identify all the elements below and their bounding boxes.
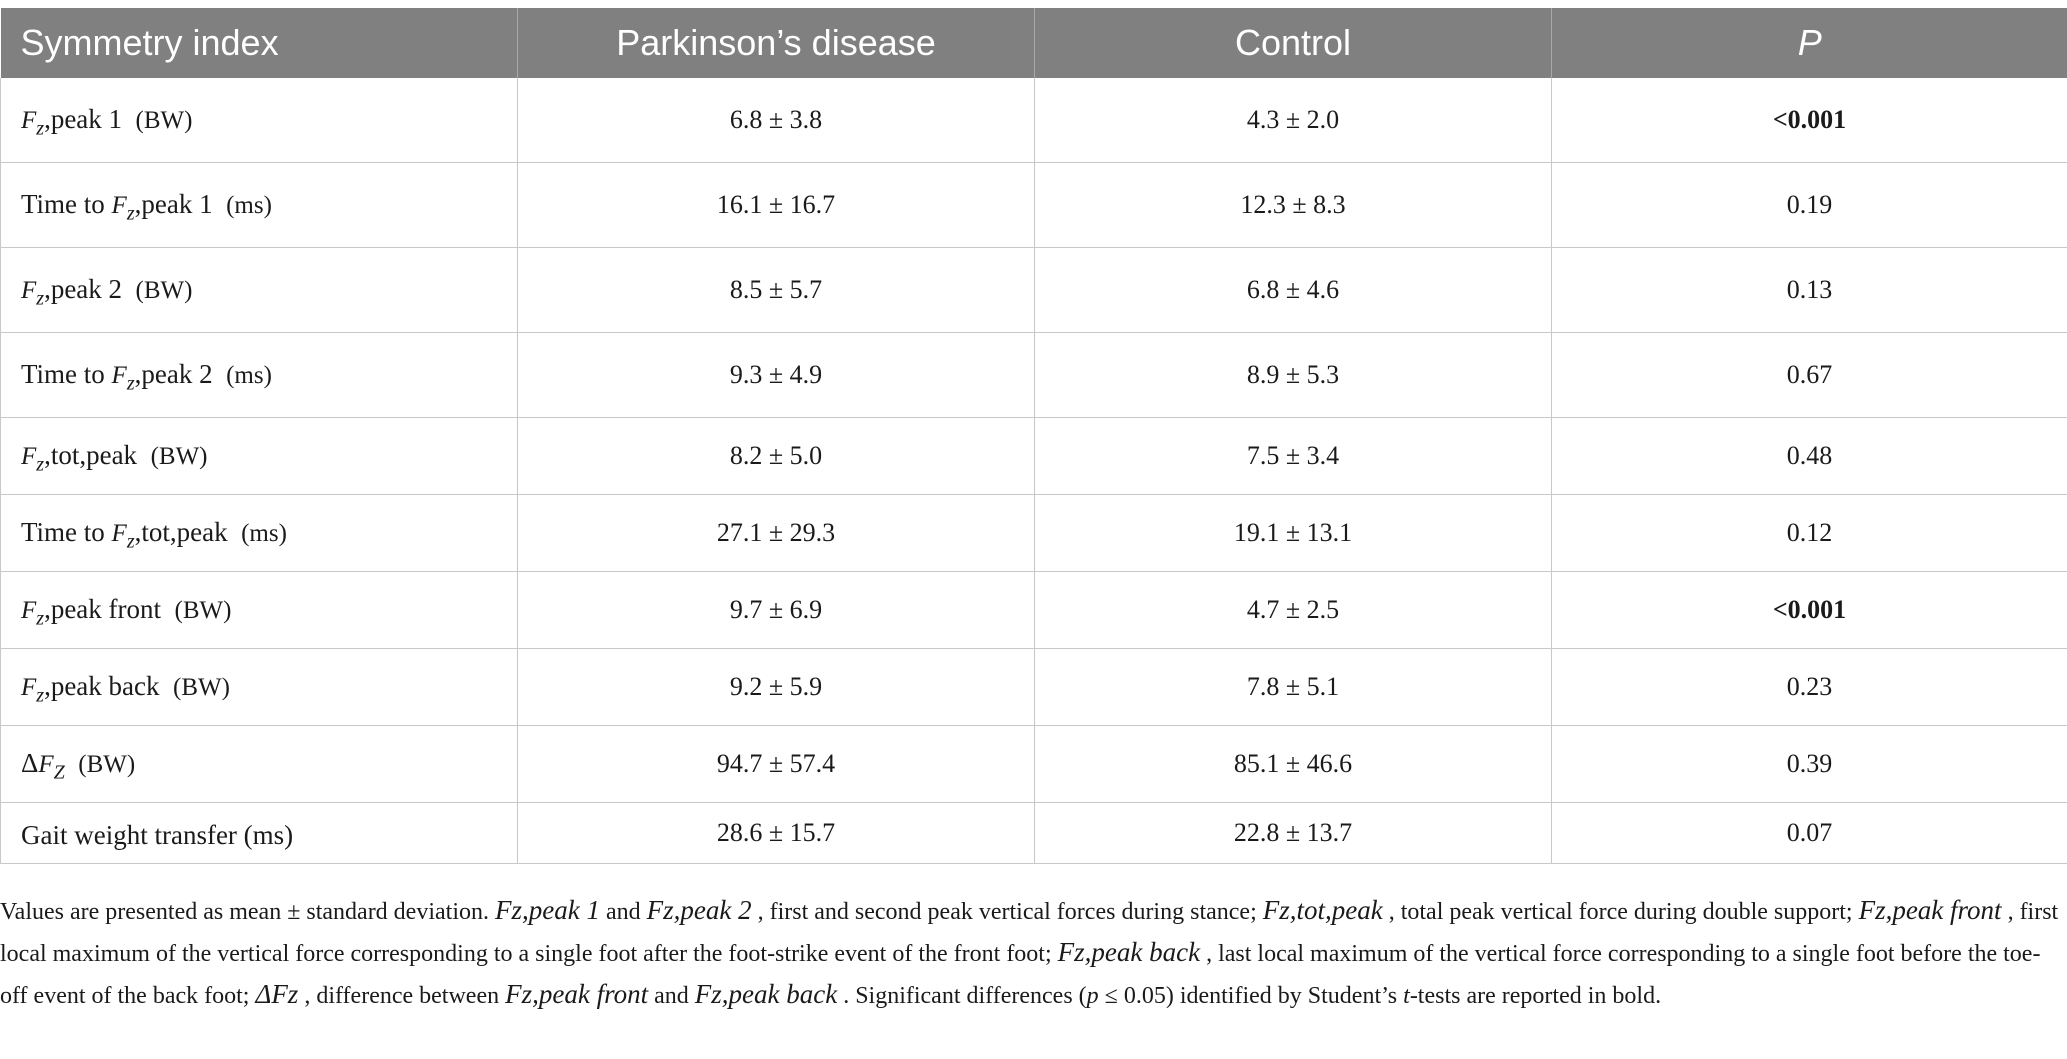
cell-symmetry-index: [1, 418, 518, 495]
cell-symmetry-index: [1, 572, 518, 649]
cell-control: 85.1 ± 46.6: [1035, 726, 1552, 803]
cell-p-value: 0.12: [1552, 495, 2067, 572]
row-label-prefix: Time to: [21, 188, 112, 219]
table-footnote: [0, 890, 2067, 1016]
row-label-symbol: F: [21, 106, 37, 134]
row-label-subscript: z: [36, 684, 45, 707]
row-label-prefix: Time to: [21, 358, 112, 389]
table-row: [1, 78, 2067, 163]
row-label-rest: ,peak 1: [134, 188, 213, 219]
row-label-prefix: Gait weight transfer (ms): [21, 819, 294, 850]
row-label-rest: ,tot,peak: [134, 516, 228, 547]
footnote-p-var: p: [1086, 983, 1099, 1009]
row-label-subscript: z: [126, 530, 135, 553]
cell-parkinsons: 9.3 ± 4.9: [518, 333, 1035, 418]
header-parkinsons: Parkinson’s disease: [518, 8, 1035, 78]
cell-parkinsons: 16.1 ± 16.7: [518, 163, 1035, 248]
footnote-fz-peak-front: Fz,peak front: [1858, 895, 2002, 925]
row-label-rest: ,peak 2: [44, 273, 123, 304]
footnote-intro: Values are presented as mean ± standard deviation.: [0, 899, 495, 925]
table-wrapper: [0, 8, 2067, 864]
footnote-text: ≤ 0.05) identified by Student’s: [1098, 983, 1404, 1009]
table-row: [1, 649, 2067, 726]
footnote-text: , last local maximum of the vertical force corresponding to a single foot before the toe-off event of the back foot;: [0, 941, 2041, 1009]
table-row: [1, 418, 2067, 495]
cell-parkinsons: 28.6 ± 15.7: [518, 803, 1035, 864]
cell-parkinsons: 27.1 ± 29.3: [518, 495, 1035, 572]
header-symmetry-index: Symmetry index: [1, 8, 518, 78]
row-label-unit: (BW): [135, 276, 193, 304]
cell-symmetry-index: [1, 649, 518, 726]
row-label-unit: (ms): [226, 361, 272, 389]
cell-symmetry-index: [1, 248, 518, 333]
footnote-fz-peak-front-2: Fz,peak front: [505, 979, 649, 1009]
cell-control: 7.5 ± 3.4: [1035, 418, 1552, 495]
cell-parkinsons: 9.7 ± 6.9: [518, 572, 1035, 649]
row-label-subscript: z: [126, 202, 135, 225]
row-label-symbol: F: [111, 191, 127, 219]
cell-control: 4.3 ± 2.0: [1035, 78, 1552, 163]
footnote-text: . Significant differences (: [843, 983, 1087, 1009]
cell-control: 7.8 ± 5.1: [1035, 649, 1552, 726]
row-label-unit: (BW): [173, 673, 230, 701]
table-row: [1, 333, 2067, 418]
header-p: [1552, 8, 2067, 78]
cell-symmetry-index: [1, 803, 518, 864]
row-label-rest: ,peak 1: [44, 103, 123, 134]
footnote-fz-peak2: Fz,peak 2: [646, 895, 752, 925]
cell-p-value: 0.13: [1552, 248, 2067, 333]
cell-symmetry-index: [1, 726, 518, 803]
footnote-delta-fz: ΔFz: [255, 979, 299, 1009]
symmetry-index-table: [0, 8, 2067, 864]
cell-p-value: 0.19: [1552, 163, 2067, 248]
cell-symmetry-index: [1, 333, 518, 418]
footnote-t-var: t: [1403, 983, 1410, 1009]
row-label-unit: (ms): [226, 191, 272, 219]
row-label-subscript: Z: [53, 761, 65, 784]
row-label-subscript: z: [126, 372, 135, 395]
row-label-subscript: z: [36, 287, 45, 310]
cell-parkinsons: 94.7 ± 57.4: [518, 726, 1035, 803]
cell-parkinsons: 6.8 ± 3.8: [518, 78, 1035, 163]
cell-parkinsons: 8.5 ± 5.7: [518, 248, 1035, 333]
header-p-label: P: [1797, 22, 1822, 63]
row-label-symbol: F: [111, 361, 127, 389]
row-label-rest: ,peak 2: [134, 358, 213, 389]
cell-control: 19.1 ± 13.1: [1035, 495, 1552, 572]
cell-p-value: 0.67: [1552, 333, 2067, 418]
footnote-text: -tests are reported in bold.: [1409, 983, 1662, 1009]
cell-control: 22.8 ± 13.7: [1035, 803, 1552, 864]
row-label-unit: (BW): [174, 596, 232, 624]
row-label-symbol: F: [21, 442, 37, 470]
table-row: [1, 163, 2067, 248]
cell-control: 12.3 ± 8.3: [1035, 163, 1552, 248]
header-control: Control: [1035, 8, 1552, 78]
row-label-rest: ,tot,peak: [44, 439, 138, 470]
cell-control: 4.7 ± 2.5: [1035, 572, 1552, 649]
table-header: [1, 8, 2067, 78]
footnote-fz-tot-peak: Fz,tot,peak: [1262, 895, 1383, 925]
row-label-prefix: Δ: [21, 747, 39, 778]
row-label-symbol: F: [21, 596, 37, 624]
table-row: [1, 726, 2067, 803]
footnote-text: , difference between: [304, 983, 506, 1009]
table-body: [1, 78, 2067, 864]
table-row: [1, 248, 2067, 333]
cell-control: 6.8 ± 4.6: [1035, 248, 1552, 333]
cell-symmetry-index: [1, 495, 518, 572]
cell-symmetry-index: [1, 163, 518, 248]
footnote-fz-peak1: Fz,peak 1: [495, 895, 600, 925]
cell-p-value: 0.07: [1552, 803, 2067, 864]
row-label-unit: (BW): [150, 442, 208, 470]
footnote-text: and: [605, 899, 647, 925]
row-label-subscript: z: [36, 607, 45, 630]
cell-symmetry-index: [1, 78, 518, 163]
row-label-prefix: Time to: [21, 516, 112, 547]
row-label-symbol: F: [21, 673, 37, 701]
row-label-rest: ,peak front: [44, 593, 162, 624]
header-row: [1, 8, 2067, 78]
table-row: [1, 803, 2067, 864]
cell-parkinsons: 8.2 ± 5.0: [518, 418, 1035, 495]
cell-control: 8.9 ± 5.3: [1035, 333, 1552, 418]
footnote-text: , first and second peak vertical forces during stance;: [757, 899, 1263, 925]
cell-p-value: 0.23: [1552, 649, 2067, 726]
row-label-symbol: F: [21, 276, 37, 304]
cell-p-value: <0.001: [1552, 78, 2067, 163]
cell-p-value: 0.48: [1552, 418, 2067, 495]
row-label-symbol: F: [111, 519, 127, 547]
row-label-subscript: z: [36, 453, 45, 476]
cell-p-value: 0.39: [1552, 726, 2067, 803]
row-label-unit: (BW): [78, 750, 136, 778]
row-label-rest: ,peak back: [44, 670, 160, 701]
cell-p-value: <0.001: [1552, 572, 2067, 649]
table-row: [1, 495, 2067, 572]
row-label-unit: (ms): [241, 519, 287, 547]
row-label-subscript: z: [36, 117, 45, 140]
row-label-symbol: F: [38, 750, 54, 778]
row-label-unit: (BW): [135, 106, 193, 134]
footnote-fz-peak-back: Fz,peak back: [1057, 937, 1201, 967]
cell-parkinsons: 9.2 ± 5.9: [518, 649, 1035, 726]
footnote-text: and: [654, 983, 695, 1009]
table-row: [1, 572, 2067, 649]
footnote-text: , first local maximum of the vertical force corresponding to a single foot after the foot-strike event of the front foot;: [0, 899, 2059, 967]
footnote-text: , total peak vertical force during double support;: [1388, 899, 1859, 925]
footnote-fz-peak-back-2: Fz,peak back: [694, 979, 838, 1009]
